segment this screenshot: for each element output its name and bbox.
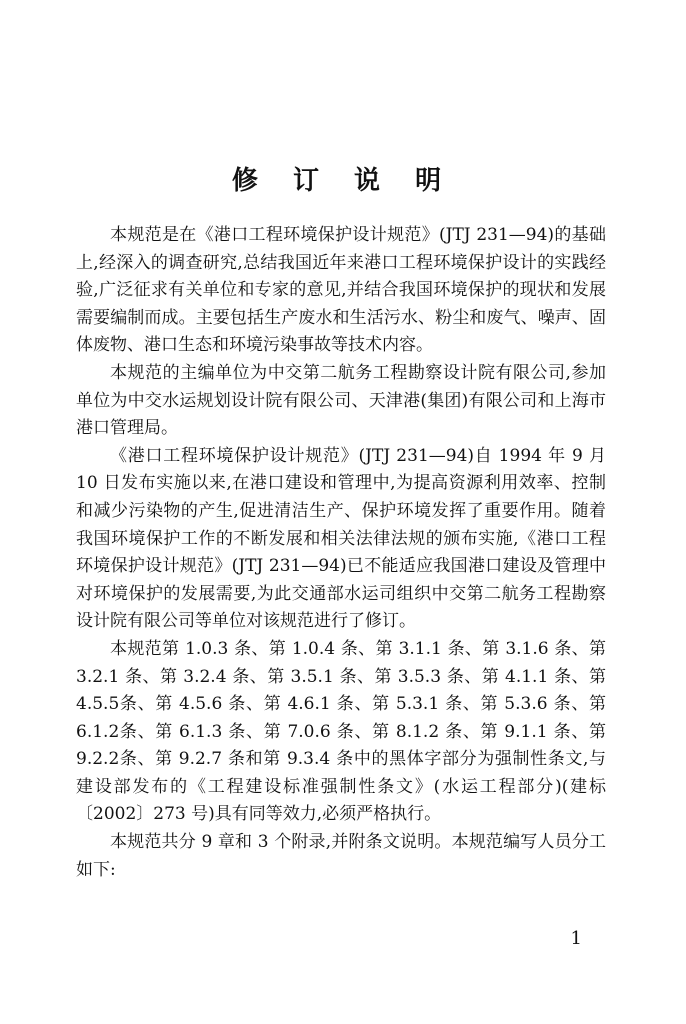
paragraph-intro: 本规范是在《港口工程环境保护设计规范》(JTJ 231—94)的基础上,经深入的调查研究,总结我国近年来港口工程环境保护设计的实践经验,广泛征求有关单位和专家的意见,并结合我国环境保护的现状和发展需要编制而成。主要包括生产废水和生活污水、粉尘和废气、噪声、固体废物、港口生态和环境污染事故等技术内容。 [76,225,606,356]
page-number: 1 [570,928,582,949]
paragraph-structure: 本规范共分 9 章和 3 个附录,并附条文说明。本规范编写人员分工如下: [76,832,606,880]
paragraph-editors: 本规范的主编单位为中交第二航务工程勘察设计院有限公司,参加单位为中交水运规划设计院有限公司、天津港(集团)有限公司和上海市港口管理局。 [76,362,606,439]
page-title: 修 订 说 明 [231,166,455,196]
body-text [76,222,606,884]
paragraph-mandatory-clauses: 本规范第 1.0.3 条、第 1.0.4 条、第 3.1.1 条、第 3.1.6 条、第 3.2.1 条、第 3.2.4 条、第 3.5.1 条、第 3.5.3 条、第 4.1.1 条、第 4.5.5条、第 4.5.6 条、第 4.6.1 条、第 5.3.1 条、第 5.3.6 条、第 6.1.2条、第 6.1.3 条、第 7.0.6 条、第 8.1.2 条、第 9.1.1 条、第 9.2.2条、第 9.2.7 条和第 9.3.4 条中的黑体字部分为强制性条文,与建设部发布的《工程建设标准强制性条文》(水运工程部分)(建标〔2002〕273 号)具有同等效力,必须严格执行。 [76,638,606,825]
paragraph-history: 《港口工程环境保护设计规范》(JTJ 231—94)自 1994 年 9 月 10 日发布实施以来,在港口建设和管理中,为提高资源利用效率、控制和减少污染物的产生,促进清洁生产、保护环境发挥了重要作用。随着我国环境保护工作的不断发展和相关法律法规的颁布实施,《港口工程环境保护设计规范》(JTJ 231—94)已不能适应我国港口建设及管理中对环境保护的发展需要,为此交通部水运司组织中交第二航务工程勘察设计院有限公司等单位对该规范进行了修订。 [76,445,606,632]
